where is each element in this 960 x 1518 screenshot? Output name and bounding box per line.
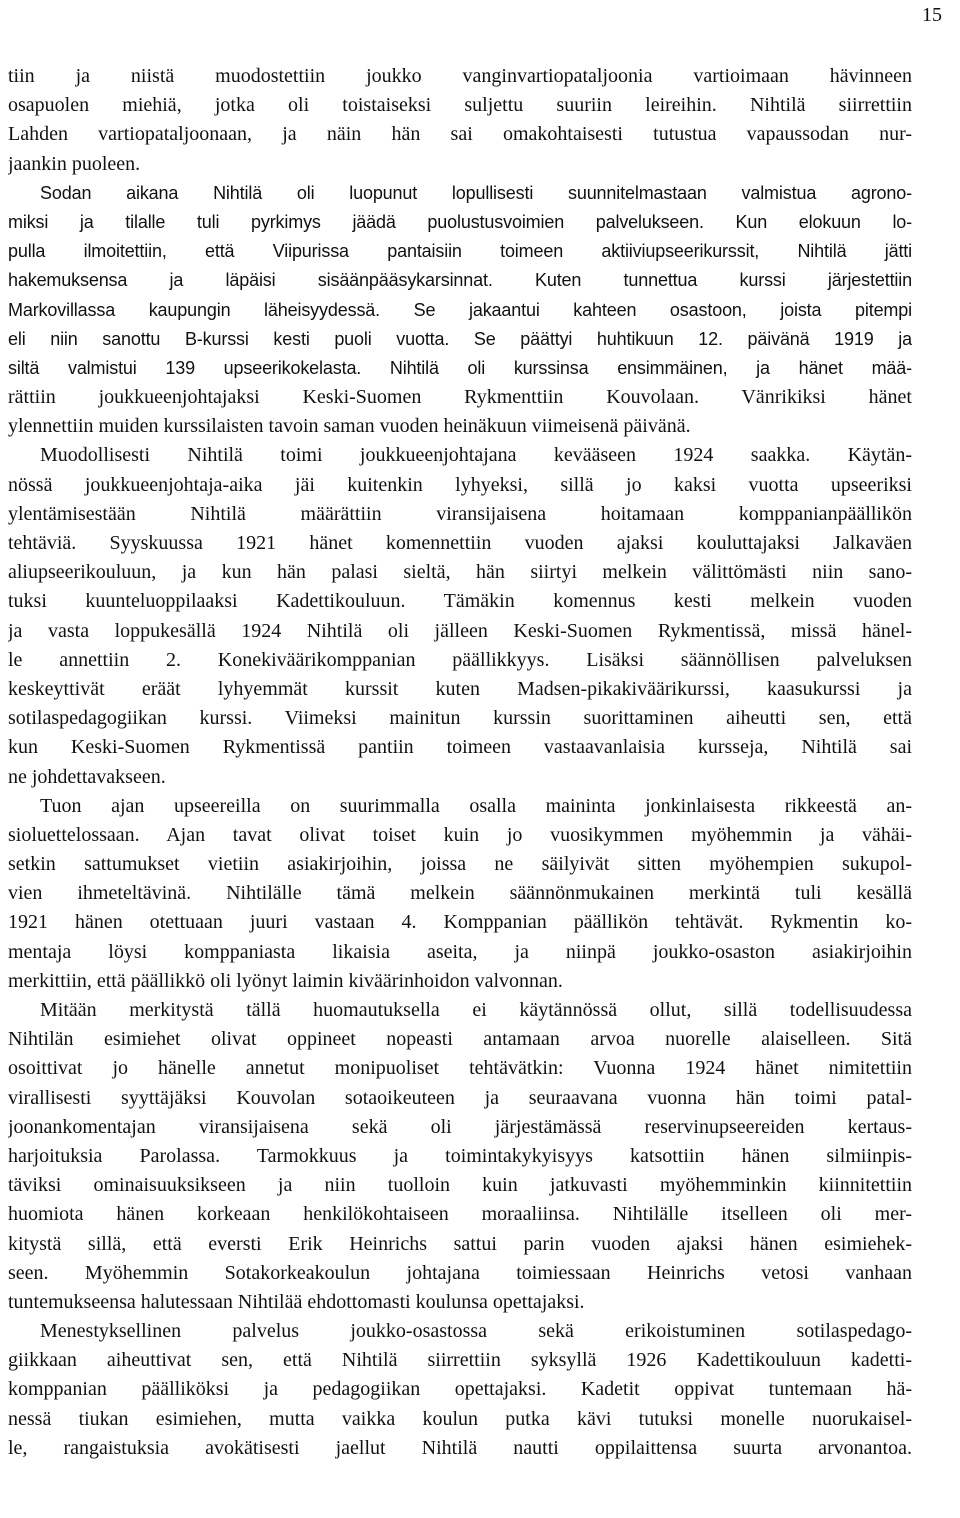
text-line: setkin sattumukset vietiin asiakirjoihin, joissa ne säilyivät sitten myöhempien sukupol-: [8, 853, 912, 876]
text-line: osapuolen miehiä, jotka oli toistaiseksi suljettu suuriin leireihin. Nihtilä siirrettiin: [8, 94, 912, 117]
text-line: jaankin puoleen.: [8, 152, 141, 175]
text-line: nessä tiukan esimiehen, mutta vaikka koulun putka kävi tutuksi monelle nuorukaisel-: [8, 1407, 912, 1430]
text-line: tuntemukseensa halutessaan Nihtilää ehdottomasti koulunsa opettajaksi.: [8, 1290, 585, 1313]
text-line: sotilaspedagogiikan kurssi. Viimeksi mainitun kurssin suorittaminen aiheutti sen, että: [8, 707, 912, 730]
text-line: kun Keski-Suomen Rykmentissä pantiin toimeen vastaavanlaisia kursseja, Nihtilä sai: [8, 736, 912, 759]
text-line: Menestyksellinen palvelus joukko-osastossa sekä erikoistuminen sotilaspedago-: [40, 1320, 912, 1343]
page-body: [8, 62, 912, 1463]
text-line: vien ihmeteltävinä. Nihtilälle tämä melkein säännönmukainen merkintä tuli kesällä: [8, 882, 912, 905]
text-line: seen. Myöhemmin Sotakorkeakoulun johtajana toimiessaan Heinrichs vetosi vanhaan: [8, 1261, 912, 1284]
text-line: eli niin sanottu B-kurssi kesti puoli vuotta. Se päättyi huhtikuun 12. päivänä 1919 ja: [8, 328, 912, 349]
text-line: ylennettiin muiden kurssilaisten tavoin saman vuoden heinäkuun viimeisenä päivänä.: [8, 415, 691, 438]
text-line: täviksi ominaisuuksikseen ja niin tuolloin kuin jatkuvasti myöhemminkin kiinnitettiin: [8, 1174, 912, 1197]
text-line: 1921 hänen otettuaan juuri vastaan 4. Komppanian päällikön tehtävät. Rykmentin ko-: [8, 911, 912, 934]
text-line: giikkaan aiheuttivat sen, että Nihtilä siirrettiin syksyllä 1926 Kadettikouluun kadetti-: [8, 1349, 912, 1372]
text-line: harjoituksia Parolassa. Tarmokkuus ja toimintakykyisyys katsottiin hänen silmiinpis-: [8, 1144, 912, 1167]
text-line: hakemuksensa ja läpäisi sisäänpääsykarsinnat. Kuten tunnettua kurssi järjestettiin: [8, 270, 912, 291]
text-line: komppanian päälliköksi ja pedagogiikan opettajaksi. Kadetit oppivat tuntemaan hä-: [8, 1378, 912, 1401]
text-line: huomiota hänen korkeaan henkilökohtaiseen moraaliinsa. Nihtilälle itselleen oli mer-: [8, 1203, 912, 1226]
text-line: tehtäviä. Syyskuussa 1921 hänet komennettiin vuoden ajaksi kouluttajaksi Jalkaväen: [8, 532, 912, 554]
text-line: nössä joukkueenjohtaja-aika jäi kuitenkin lyhyeksi, sillä jo kaksi vuotta upseeriksi: [8, 473, 912, 496]
text-line: ne johdettavakseen.: [8, 765, 166, 788]
text-line: aliupseerikouluun, ja kun hän palasi sieltä, hän siirtyi melkein välittömästi niin sano-: [8, 561, 912, 584]
text-line: Mitään merkitystä tällä huomautuksella ei käytännössä ollut, sillä todellisuudessa: [40, 999, 912, 1021]
text-line: osoittivat jo hänelle annetut monipuoliset tehtävätkin: Vuonna 1924 hänet nimitettiin: [8, 1057, 912, 1080]
text-line: le annettiin 2. Konekiväärikomppanian päällikkyys. Lisäksi säännöllisen palveluksen: [8, 648, 912, 671]
text-line: sioluettelossaan. Ajan tavat olivat toiset kuin jo vuosikymmen myöhemmin ja vähäi-: [8, 823, 912, 846]
page-number: 15: [922, 4, 942, 26]
text-line: virallisesti syyttäjäksi Kouvolan sotaoikeuteen ja seuraavana vuonna hän toimi patal-: [8, 1086, 912, 1109]
text-line: miksi ja tilalle tuli pyrkimys jäädä puolustusvoimien palvelukseen. Kun elokuun lo-: [8, 211, 912, 232]
text-line: Markovillassa kaupungin läheisyydessä. Se jakaantui kahteen osastoon, joista pitempi: [8, 299, 912, 320]
text-line: Tuon ajan upseereilla on suurimmalla osalla maininta jonkinlaisesta rikkeestä an-: [40, 794, 912, 817]
text-line: le, rangaistuksia avokätisesti jaellut Nihtilä nautti oppilaittensa suurta arvonantoa.: [8, 1436, 912, 1459]
text-line: ylentämisestään Nihtilä määrättiin viransijaisena hoitamaan komppanianpäällikön: [8, 502, 912, 525]
text-line: keskeyttivät eräät lyhyemmät kurssit kuten Madsen-pikakiväärikurssi, kaasukurssi ja: [8, 677, 912, 700]
text-line: rättiin joukkueenjohtajaksi Keski-Suomen Rykmenttiin Kouvolaan. Vänrikiksi hänet: [8, 386, 912, 409]
text-line: Lahden vartiopataljoonaan, ja näin hän sai omakohtaisesti tutustua vapaussodan nur-: [8, 123, 912, 146]
text-line: tiin ja niistä muodostettiin joukko vanginvartiopataljoonia vartioimaan hävinneen: [8, 65, 912, 87]
text-line: joonankomentajan viransijaisena sekä oli järjestämässä reservinupseereiden kertaus-: [8, 1115, 912, 1138]
text-line: Nihtilän esimiehet olivat oppineet nopeasti antamaan arvoa nuorelle alaiselleen. Sitä: [8, 1028, 912, 1051]
text-line: siltä valmistui 139 upseerikokelasta. Nihtilä oli kurssinsa ensimmäinen, ja hänet mää-: [8, 357, 912, 378]
text-line: pulla ilmoitettiin, että Viipurissa pantaisiin toimeen aktiiviupseerikurssit, Nihtilä jätti: [8, 241, 912, 262]
text-line: ja vasta loppukesällä 1924 Nihtilä oli jälleen Keski-Suomen Rykmentissä, missä hänel-: [8, 619, 912, 642]
text-line: mentaja löysi komppaniasta likaisia aseita, ja niinpä joukko-osaston asiakirjoihin: [8, 940, 912, 963]
text-line: Muodollisesti Nihtilä toimi joukkueenjohtajana kevääseen 1924 saakka. Käytän-: [40, 444, 912, 467]
text-line: merkittiin, että päällikkö oli lyönyt laimin kiväärinhoidon valvonnan.: [8, 969, 563, 992]
text-line: Sodan aikana Nihtilä oli luopunut lopullisesti suunnitelmastaan valmistua agrono-: [40, 182, 912, 203]
text-line: tuksi kuunteluoppilaaksi Kadettikouluun. Tämäkin komennus kesti melkein vuoden: [8, 590, 912, 613]
text-line: kitystä sillä, että eversti Erik Heinrichs sattui parin vuoden ajaksi hänen esimiehek-: [8, 1232, 912, 1255]
